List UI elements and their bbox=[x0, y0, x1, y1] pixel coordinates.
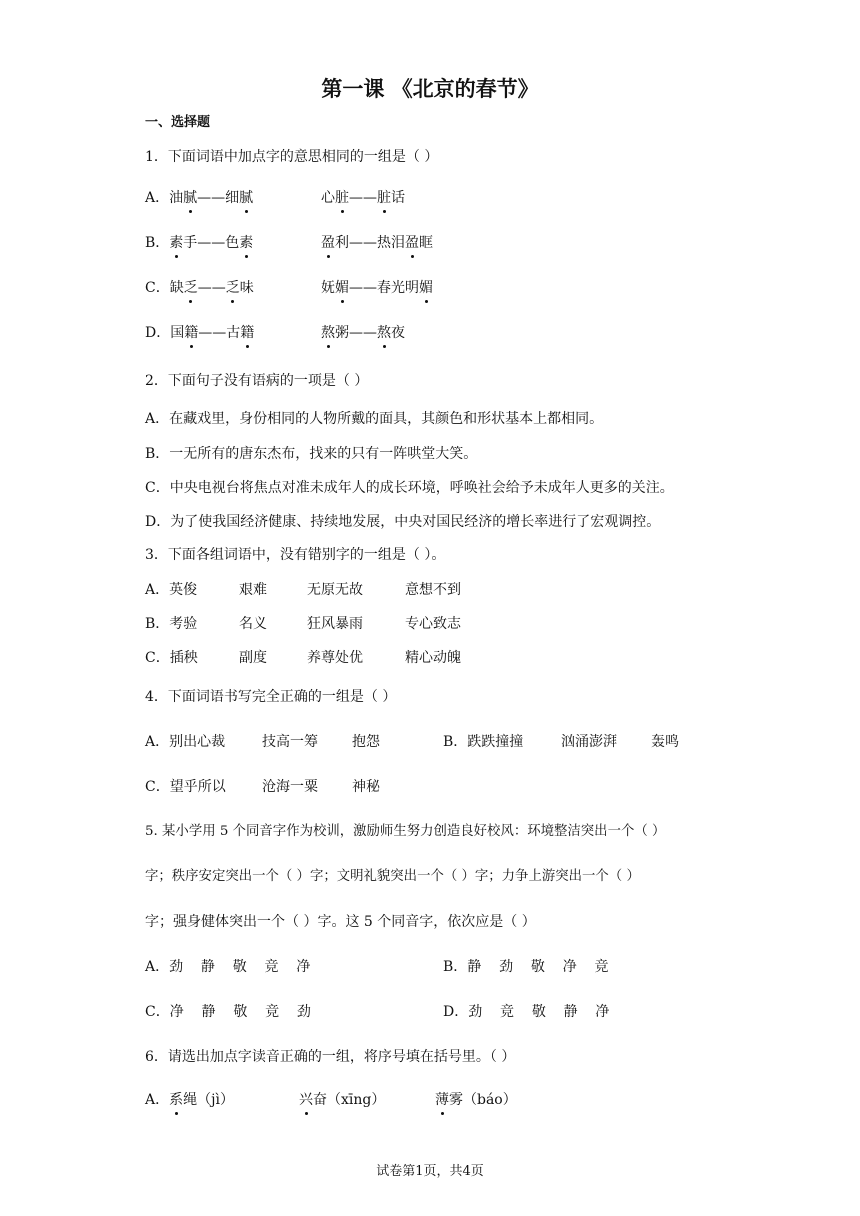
q1-option-a-right: 心脏——脏话 bbox=[321, 190, 405, 206]
q5-option-c: C．净 静 敬 竞 劲 bbox=[145, 1004, 311, 1020]
q3-a-word-4: 意想不到 bbox=[405, 582, 461, 598]
q1-stem: 1．下面词语中加点字的意思相同的一组是（ ） bbox=[145, 149, 439, 165]
q3-a-word-3: 无原无故 bbox=[307, 582, 363, 598]
q3-c-word-1: C．插秧 bbox=[145, 650, 198, 666]
q1-option-d-right: 熬粥——熬夜 bbox=[321, 325, 405, 341]
q3-stem: 3．下面各组词语中，没有错别字的一组是（ ）。 bbox=[145, 547, 446, 563]
q5-stem-line-2: 字；秩序安定突出一个（ ）字；文明礼貌突出一个（ ）字；力争上游突出一个（ ） bbox=[145, 869, 640, 884]
q4-c-word-2: 沧海一粟 bbox=[262, 779, 318, 795]
q5-option-a: A．劲 静 敬 竞 净 bbox=[145, 959, 311, 975]
q2-option-d: D．为了使我国经济健康、持续地发展，中央对国民经济的增长率进行了宏观调控。 bbox=[145, 514, 661, 530]
q1-option-c-left: C．缺乏——乏味 bbox=[145, 280, 254, 296]
page-footer: 试卷第1页，共4页 bbox=[376, 1164, 484, 1179]
q4-a-word-3: 抱怨 bbox=[352, 734, 380, 750]
q3-b-word-4: 专心致志 bbox=[405, 616, 461, 632]
q5-stem-line-3: 字；强身健体突出一个（ ）字。这 5 个同音字，依次应是（ ） bbox=[145, 914, 536, 930]
q4-c-word-1: C．望乎所以 bbox=[145, 779, 226, 795]
q4-a-word-2: 技高一筹 bbox=[262, 734, 318, 750]
q6-stem: 6．请选出加点字读音正确的一组，将序号填在括号里。（ ） bbox=[145, 1049, 516, 1065]
q5-option-b: B．静 劲 敬 净 竞 bbox=[443, 959, 609, 975]
q2-option-b: B．一无所有的唐东杰布，找来的只有一阵哄堂大笑。 bbox=[145, 446, 478, 462]
q1-option-d-left: D．国籍——古籍 bbox=[145, 325, 255, 341]
q1-option-b-right: 盈利——热泪盈眶 bbox=[321, 235, 433, 251]
q3-c-word-3: 养尊处优 bbox=[307, 650, 363, 666]
q4-b-word-2: 汹涌澎湃 bbox=[561, 734, 617, 750]
q3-a-word-2: 艰难 bbox=[239, 582, 267, 598]
q5-stem-line-1: 5. 某小学用 5 个同音字作为校训，激励师生努力创造良好校风：环境整洁突出一个（ ） bbox=[145, 824, 666, 839]
q3-b-word-1: B．考验 bbox=[145, 616, 198, 632]
q6-option-a-2: 兴奋（xīng） bbox=[299, 1092, 386, 1108]
q3-b-word-2: 名义 bbox=[239, 616, 267, 632]
q2-option-c: C．中央电视台将焦点对准未成年人的成长环境，呼唤社会给予未成年人更多的关注。 bbox=[145, 480, 674, 496]
q6-option-a-1: A．系绳（jì） bbox=[145, 1092, 234, 1108]
q2-option-a: A．在藏戏里，身份相同的人物所戴的面具，其颜色和形状基本上都相同。 bbox=[145, 411, 604, 427]
q4-stem: 4．下面词语书写完全正确的一组是（ ） bbox=[145, 689, 397, 705]
page-title: 第一课 《北京的春节》 bbox=[321, 77, 539, 101]
q1-option-a-left: A．油腻——细腻 bbox=[145, 190, 254, 206]
q4-a-word-1: A．别出心裁 bbox=[145, 734, 226, 750]
q3-b-word-3: 狂风暴雨 bbox=[307, 616, 363, 632]
q3-c-word-4: 精心动魄 bbox=[405, 650, 461, 666]
q4-b-word-3: 轰鸣 bbox=[651, 734, 679, 750]
q1-option-c-right: 妩媚——春光明媚 bbox=[321, 280, 433, 296]
q3-a-word-1: A．英俊 bbox=[145, 582, 198, 598]
section-heading: 一、选择题 bbox=[145, 115, 211, 130]
q6-option-a-3: 薄雾（báo） bbox=[435, 1092, 517, 1108]
q2-stem: 2．下面句子没有语病的一项是（ ） bbox=[145, 373, 369, 389]
q4-b-word-1: B．跌跌撞撞 bbox=[443, 734, 524, 750]
q1-option-b-left: B．素手——色素 bbox=[145, 235, 254, 251]
q3-c-word-2: 副度 bbox=[239, 650, 267, 666]
q4-c-word-3: 神秘 bbox=[352, 779, 380, 795]
q5-option-d: D．劲 竞 敬 静 净 bbox=[443, 1004, 610, 1020]
